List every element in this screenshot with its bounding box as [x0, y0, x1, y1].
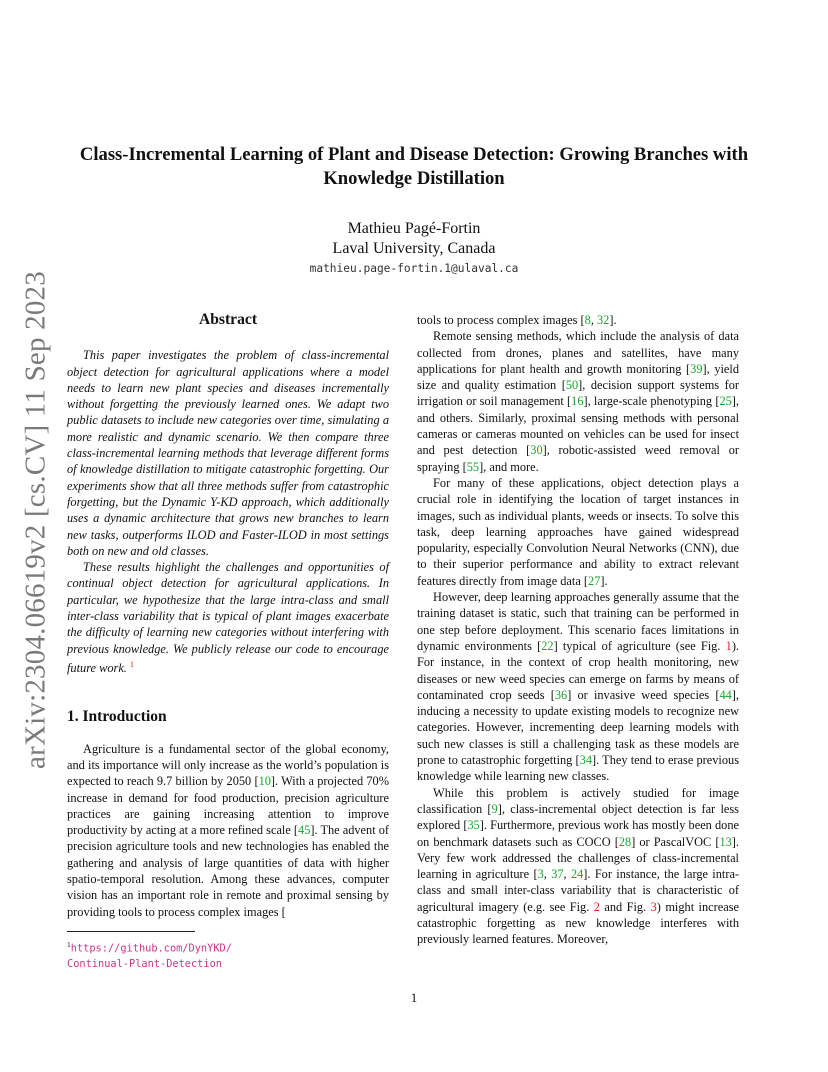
abstract-heading: Abstract — [198, 311, 258, 328]
citation-link[interactable]: 45 — [298, 823, 311, 838]
code-repository-link[interactable]: https://github.com/DynYKD/ — [70, 942, 232, 955]
right-column — [417, 312, 739, 948]
paper-title: Class-Incremental Learning of Plant and Disease Detection: Growing Branches with Knowledge Distillation — [79, 144, 749, 189]
citation-link[interactable]: 44 — [719, 687, 732, 702]
author-affiliation: Laval University, Canada — [332, 240, 496, 257]
footnote-number: 1 — [67, 940, 71, 949]
citation-link[interactable]: 24 — [570, 867, 584, 882]
intro-paragraph-4: However, deep learning approaches generally assume that the training dataset is static, such that training can be performed in one step before deployment. This scenario faces limitations in dynamic environments [22] typical of agriculture (see Fig. 1). For instance, in the context of crop health monitoring, new diseases or new weed species can emerge on farms by means of contaminated crop seeds [36] or invasive weed species [44], inducing a necessity to update existing models to recognize new categories. However, incrementing deep learning models with such new classes is still a challenging task as these models are prone to catastrophic forgetting [34]. They tend to erase previous knowledge while learning new classes. — [417, 590, 740, 784]
citation-link[interactable]: 9 — [491, 801, 498, 816]
left-column — [67, 312, 389, 920]
figure-reference-link[interactable]: 1 — [725, 638, 732, 653]
citation-link[interactable]: 34 — [579, 753, 593, 768]
citation-link[interactable]: 55 — [466, 459, 480, 474]
citation-link[interactable]: 22 — [541, 638, 554, 653]
citation-link[interactable]: 13 — [719, 834, 732, 849]
figure-reference-link[interactable]: 2 — [593, 899, 600, 914]
figure-reference-link[interactable]: 3 — [650, 899, 657, 914]
citation-link[interactable]: 36 — [554, 687, 568, 702]
intro-paragraph-1-continued: tools to process complex images [8, 32]. — [417, 313, 617, 327]
footnote — [67, 931, 389, 972]
section-heading-introduction: 1. Introduction — [67, 708, 167, 726]
author-block — [60, 219, 768, 259]
abstract-paragraph-1: This paper investigates the problem of class-incremental object detection for agricultural applications where a model needs to learn new plant species and diseases incrementally without forgetting the previously learned ones. We adapt two public datasets to include new categories over time, simulating a more realistic and dynamic scenario. We then compare three class-incremental learning methods that leverage different forms of knowledge distillation to mitigate catastrophic forgetting. Our experiments show that all three methods suffer from catastrophic forgetting, but the Dynamic Y-KD approach, which additionally uses a dynamic architecture that grows new branches to learn new tasks, outperforms ILOD and Faster-ILOD in most settings both on new and old classes. — [67, 348, 389, 558]
arxiv-identifier: arXiv:2304.06619v2 [cs.CV] 11 Sep 2023 — [19, 271, 52, 769]
abstract-paragraph-2: These results highlight the challenges and opportunities of continual object detection for agricultural applications. In particular, we hypothesize that the large intra-class and small inter-class variability that is typical of plant images exacerbate the difficulty of learning new categories without interfering with previous knowledge. We publicly release our code to encourage future work. $^1$ — [67, 560, 389, 676]
citation-link[interactable]: 16 — [571, 394, 584, 409]
intro-paragraph-3: For many of these applications, object detection plays a crucial role in identifying the location of target instances in images, such as individual plants, weeds or insects. To solve this task, deep learning approaches have gained widespread popularity, especially Convolution Neural Networks (CNN), due to their superior performance and ability to extract relevant features directly from image data [27]. — [417, 475, 739, 588]
citation-link[interactable]: 8 — [584, 313, 591, 327]
citation-link[interactable]: 3 — [537, 867, 544, 882]
code-repository-link-continued[interactable]: Continual-Plant-Detection — [67, 957, 222, 970]
citation-link[interactable]: 39 — [690, 361, 703, 376]
intro-paragraph-5: While this problem is actively studied for image classification [9], class-incremental object detection is far less explored [35]. Furthermore, previous work has mostly been done on benchmark datasets such as COCO [28] or PascalVOC [13]. Very few work addressed the challenges of class-incremental learning in agriculture [3, 37, 24]. For instance, the large intra-class and small inter-class variability that is characteristic of agricultural imagery (e.g. see Fig. 2 and Fig. 3) might increase catastrophic forgetting as new knowledge interferes with previously learned features. Moreover, — [417, 785, 740, 947]
citation-link[interactable]: 25 — [719, 394, 732, 409]
author-email[interactable]: mathieu.page-fortin.1@ulaval.ca — [309, 262, 519, 275]
citation-link[interactable]: 28 — [618, 834, 632, 849]
footnote-divider — [67, 931, 195, 932]
citation-link[interactable]: 32 — [596, 313, 610, 327]
citation-link[interactable]: 37 — [551, 867, 564, 882]
citation-link[interactable]: 10 — [258, 774, 271, 789]
citation-link[interactable]: 35 — [467, 818, 480, 833]
footnote-marker-link[interactable]: 1 — [129, 659, 134, 669]
citation-link[interactable]: 27 — [588, 573, 601, 588]
intro-paragraph-2: Remote sensing methods, which include the analysis of data collected from drones, planes and satellites, have many applications for plant health and growth monitoring [39], yield size and quality estimation [50], decision support systems for irrigation or soil management [16], large-scale phenotyping [25], and others. Similarly, proximal sensing methods with personal cameras or cameras mounted on vehicles can be used for insect and pest detection [30], robotic-assisted weed removal or spraying [55], and more. — [417, 329, 740, 474]
citation-link[interactable]: 30 — [530, 443, 543, 458]
arxiv-stamp — [14, 271, 58, 769]
intro-paragraph-1: Agriculture is a fundamental sector of the global economy, and its importance will only increase as the world’s population is expected to reach 9.7 billion by 2050 [10]. With a projected 70% increase in demand for food production, precision agriculture practices are gaining increasing attention to improve productivity by acting at a more refined scale [45]. The advent of precision agriculture tools and new technologies has enabled the gathering and analysis of large quantities of data with higher spatio-temporal resolution. Among these advances, computer vision has an important role in remote and proximal sensing by providing tools to process complex images [ — [67, 741, 390, 919]
author-name: Mathieu Pagé-Fortin — [347, 220, 481, 237]
citation-link[interactable]: 50 — [565, 378, 579, 393]
page-number: 1 — [410, 990, 418, 1005]
